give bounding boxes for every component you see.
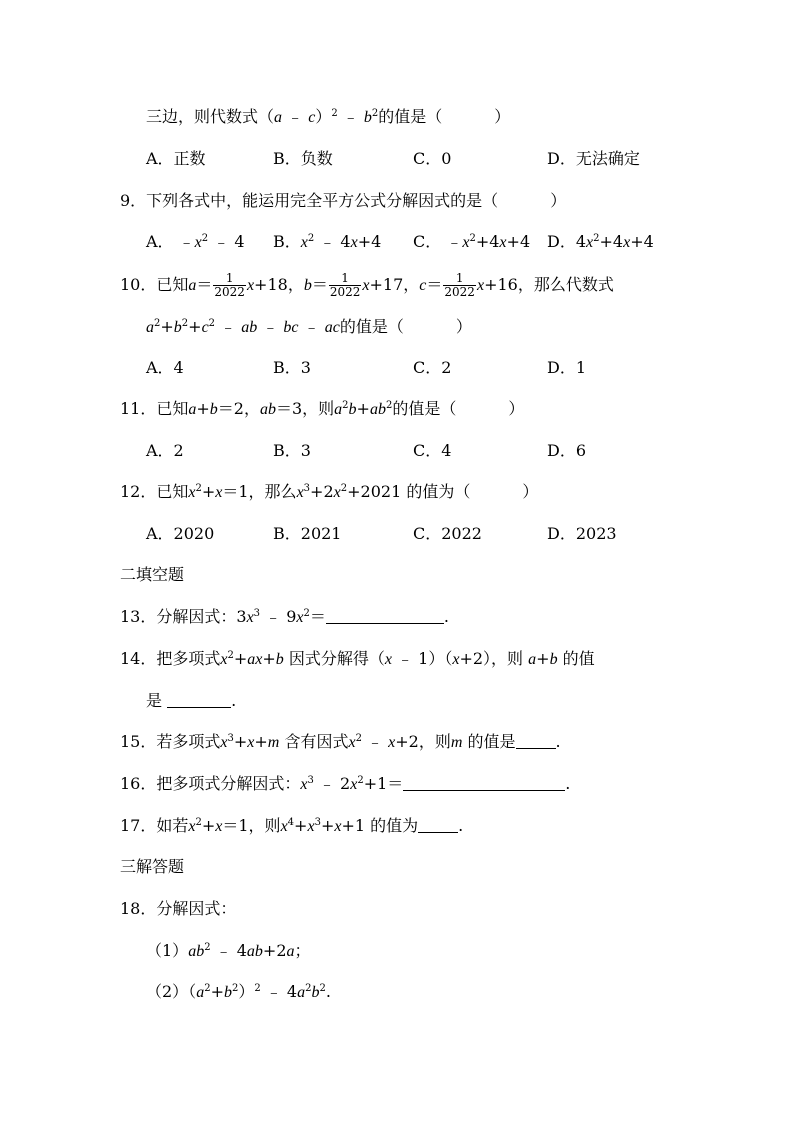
fraction: $\frac{1}{2022}$: [214, 271, 245, 299]
q9-text: 9．下列各式中，能运用完全平方公式分解因式的是（: [120, 191, 499, 210]
q11-stem: 11．已知a+b＝2，ab＝3，则$a^2b+ab^2$的值是（ ）: [120, 399, 525, 418]
q11-option-a: A．2: [146, 441, 184, 460]
q8-option-b: B．负数: [273, 149, 333, 168]
close-paren: ）: [550, 191, 567, 210]
q12-stem: 12．已知$x^2+x=1$，那么$x^3+2x^2+2021$ 的值为（ ）: [120, 482, 539, 501]
q8-stem: [146, 106, 510, 129]
q11-option-c: C．4: [413, 441, 452, 460]
q12-option-a: A．2020: [146, 524, 215, 543]
answer-blank[interactable]: [403, 774, 565, 791]
q8-option-c: C．0: [413, 149, 452, 168]
q12-option-b: B．2021: [273, 524, 342, 543]
q10-label: 10．已知: [120, 275, 189, 294]
q8-option-d: D．无法确定: [547, 149, 640, 168]
q13-stem: 13．分解因式：$3x^3$ ﹣ $9x^2=$ .: [120, 607, 449, 626]
q18-stem: 18．分解因式：: [120, 899, 237, 918]
section-heading-fill-blank: 二填空题: [120, 565, 185, 584]
q14-stem: 14．把多项式$x^2+ax+b$ 因式分解得（x ﹣ 1）（x+2），则 a+b 的值: [120, 649, 595, 668]
q10-option-a: A．4: [146, 358, 184, 377]
close-paren: ）: [494, 107, 511, 126]
q8-text-a: 三边，则代数式（: [146, 107, 275, 126]
q9-option-b: B．$x^2$ ﹣ 4x+4: [273, 232, 382, 251]
q18-part2: $(2)(a^2+b^2)^2$ ﹣ $4a^2b^2$.: [146, 982, 331, 1001]
exponent: 2: [371, 108, 379, 119]
q15-stem: 15．若多项式$x^3+x+m$ 含有因式$x^2$ ﹣ x+2，则m 的值是 .: [120, 732, 561, 751]
section-heading-answer: 三解答题: [120, 857, 185, 876]
q8-text-c: 的值是（: [378, 107, 443, 126]
q10-option-c: C．2: [413, 358, 452, 377]
var-b: b: [363, 109, 372, 126]
q17-stem: 17．如若$x^2+x=1$，则$x^4+x^3+x+1$ 的值为 .: [120, 816, 464, 835]
answer-blank[interactable]: [516, 732, 556, 749]
var-a: a: [274, 109, 283, 126]
var-c: c: [308, 109, 316, 126]
q9-option-d: D．$4x^2+4x+4$: [547, 232, 654, 251]
q9-option-a: A． $﹣x^2$ ﹣ 4: [146, 232, 245, 251]
q12-option-c: C．2022: [413, 524, 482, 543]
q9-stem: [120, 190, 566, 212]
q10-option-b: B．3: [273, 358, 311, 377]
q10-option-d: D．1: [547, 358, 587, 377]
q8-text-b: ）: [315, 107, 332, 126]
fraction: $\frac{1}{2022}$: [329, 271, 361, 299]
q8-option-a: A．正数: [146, 149, 206, 168]
q9-option-c: C． $﹣x^2+4x+4$: [413, 232, 531, 251]
answer-blank[interactable]: [326, 607, 444, 624]
q11-option-b: B．3: [273, 441, 311, 460]
q12-option-d: D．2023: [547, 524, 617, 543]
minus: ﹣: [282, 107, 309, 126]
fraction: $\frac{1}{2022}$: [444, 271, 475, 299]
q10-stem: 10．已知a＝ $\frac{1}{2022}$ x+18，b＝ $\frac{1}{2022}$ x+17，c＝ $\frac{1}{2022}$ x+16，那么代数式: [120, 271, 614, 299]
q16-stem: 16．把多项式分解因式：$x^3$ ﹣ $2x^2+1=$ .: [120, 774, 571, 793]
q10-expression: $a^2+b^2+c^2$ ﹣ ab ﹣ bc ﹣ ac的值是（ ）: [146, 317, 472, 336]
answer-blank[interactable]: [418, 816, 458, 833]
exponent: 2: [331, 108, 338, 119]
answer-blank[interactable]: [167, 691, 231, 708]
q14-line2: 是 .: [146, 691, 237, 710]
minus: ﹣: [337, 107, 364, 126]
q11-option-d: D．6: [547, 441, 587, 460]
q18-part1: $(1)ab^2$ ﹣ 4ab+2a；: [146, 941, 311, 960]
